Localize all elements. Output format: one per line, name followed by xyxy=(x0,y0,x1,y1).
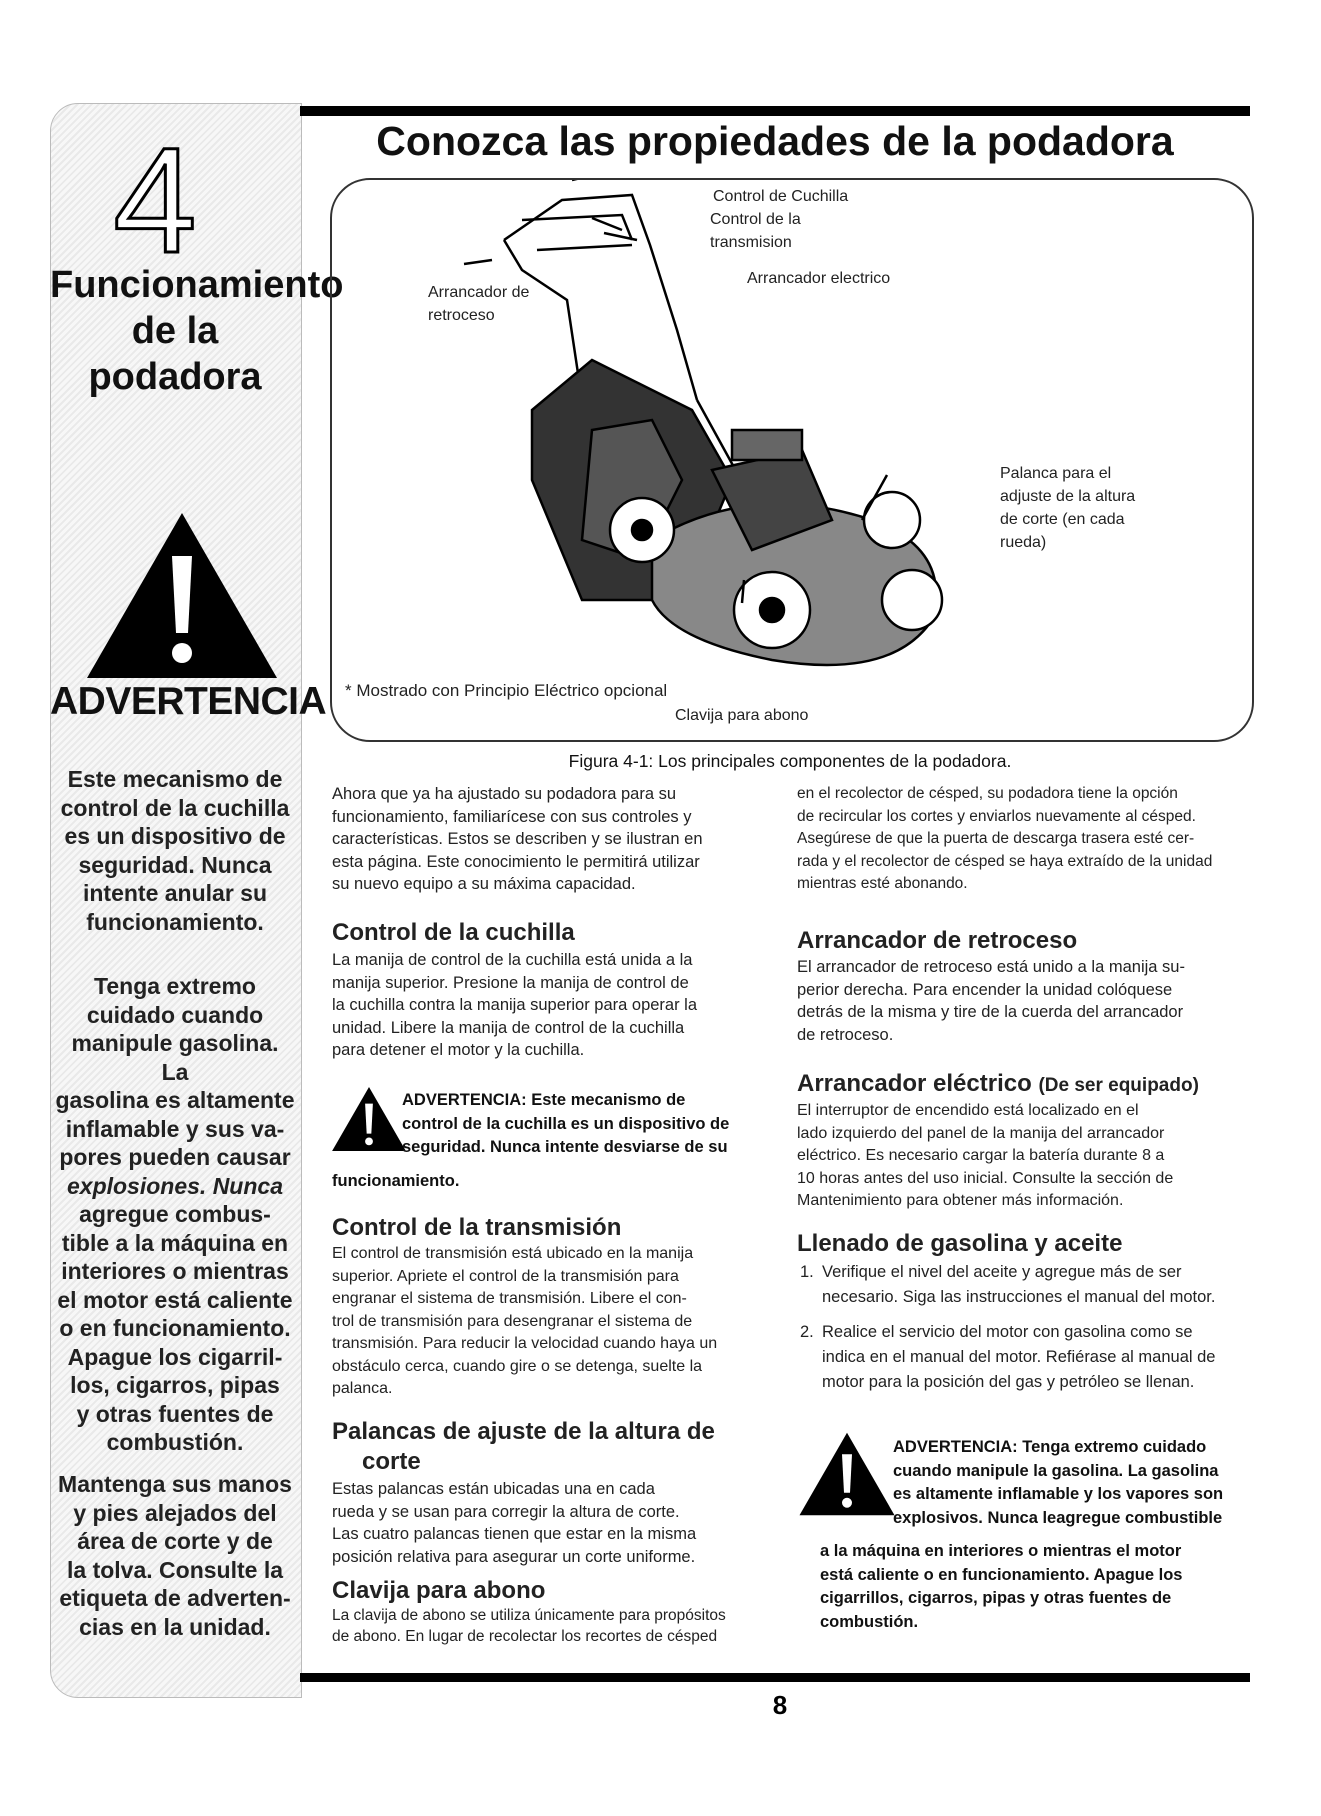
line: Verifique el nivel del aceite y agregue más de ser xyxy=(822,1263,1182,1281)
warning-icon xyxy=(330,1085,408,1153)
fuel-item-1 xyxy=(800,1260,1260,1310)
callout-transmission-control-1: Control de la xyxy=(710,211,801,228)
line: de recircular los cortes y enviarlos nuevamente al césped. xyxy=(797,807,1196,825)
line: rada y el recolector de césped se haya extraído de la unidad xyxy=(797,852,1213,870)
line: cigarrillos, cigarros, pipas y otras fuentes de xyxy=(820,1589,1172,1607)
callout-height-lever-3: de corte (en cada xyxy=(1000,511,1125,528)
line: a la máquina en interiores o mientras el motor xyxy=(820,1542,1182,1560)
chapter-number: 4 xyxy=(113,116,197,284)
line: ADVERTENCIA: Este mecanismo de xyxy=(402,1091,686,1109)
line: cuidado cuando xyxy=(86,1001,264,1028)
line: unidad. Libere la manija de control de la cuchilla xyxy=(332,1018,685,1037)
blade-warning-lines-2 xyxy=(332,1170,772,1194)
callout-recoil-starter-2: retroceso xyxy=(428,307,495,324)
transmission-body xyxy=(332,1243,782,1401)
line: explosiones. Nunca xyxy=(66,1172,283,1199)
line: posición relativa para asegurar un corte uniforme. xyxy=(332,1547,696,1566)
sidebar-para-3 xyxy=(55,1470,295,1641)
line: es un dispositivo de xyxy=(64,823,286,849)
sidebar-para-1 xyxy=(55,765,295,936)
line: gasolina es altamente xyxy=(55,1087,295,1113)
line: etiqueta de adverten- xyxy=(59,1585,291,1611)
line: funcionamiento. xyxy=(86,908,264,935)
callout-electric-starter: Arrancador electrico xyxy=(747,270,891,287)
line: los, cigarros, pipas xyxy=(70,1372,280,1398)
bottom-rule xyxy=(300,1673,1250,1682)
callout-height-lever-2: adjuste de la altura xyxy=(1000,488,1136,505)
line: esta página. Este conocimiento le permitirá utilizar xyxy=(332,852,700,871)
callout-height-lever-4: rueda) xyxy=(1000,534,1047,551)
line: agregue combus- xyxy=(79,1201,271,1227)
lawn-mower-illustration xyxy=(332,180,1248,736)
line: cias en la unidad. xyxy=(79,1613,271,1640)
callout-transmission-control-2: transmision xyxy=(710,234,792,251)
line: o en funcionamiento. xyxy=(59,1315,291,1341)
mulch-heading: Clavija para abono xyxy=(332,1577,546,1604)
blade-body xyxy=(332,949,772,1062)
warning-label: ADVERTENCIA xyxy=(50,680,327,723)
line: Mantenimiento para obtener más información. xyxy=(797,1192,1124,1209)
chapter-title-line2: de la podadora xyxy=(88,310,262,398)
line: rueda y se usan para corregir la altura de corte. xyxy=(332,1502,680,1521)
chapter-title xyxy=(50,262,344,400)
line: 10 horas antes del uso inicial. Consulte la sección de xyxy=(797,1169,1174,1187)
line: el motor está caliente xyxy=(57,1286,293,1313)
intro-paragraph xyxy=(332,783,772,896)
recoil-heading: Arrancador de retroceso xyxy=(797,927,1078,954)
line: Apague los cigarril- xyxy=(67,1343,283,1370)
recoil-body xyxy=(797,956,1257,1046)
fuel-item-2 xyxy=(800,1320,1260,1395)
electric-body xyxy=(797,1100,1257,1213)
page-title: Conozca las propiedades de la podadora xyxy=(376,118,1174,164)
line: seguridad. Nunca intente desviarse de su xyxy=(402,1138,728,1156)
line: Tenga extremo xyxy=(94,973,256,999)
line: La clavija de abono se utiliza únicamente para propósitos xyxy=(332,1607,726,1624)
list-number: 1. xyxy=(800,1263,814,1281)
line: tible a la máquina en xyxy=(61,1229,289,1256)
callout-height-lever-1: Palanca para el xyxy=(1000,465,1112,482)
line: Estas palancas están ubicadas una en cada xyxy=(332,1480,655,1498)
height-body xyxy=(332,1478,772,1568)
line: control de la cuchilla xyxy=(60,794,290,821)
callout-mulch-plug: Clavija para abono xyxy=(675,707,809,724)
line: motor para la posición del gas y petróleo se llenan. xyxy=(822,1373,1195,1391)
line: área de corte y de xyxy=(77,1528,273,1554)
line: El control de transmisión está ubicado en la manija xyxy=(332,1245,694,1262)
line: transmisión. Para reducir la velocidad cuando haya un xyxy=(332,1335,718,1352)
figure-note: * Mostrado con Principio Eléctrico opcional xyxy=(345,681,668,700)
line: inflamable y sus va- xyxy=(65,1115,285,1142)
line: pores pueden causar xyxy=(59,1144,291,1170)
line: trol de transmisión para desengranar el sistema de xyxy=(332,1312,693,1330)
line: Realice el servicio del motor con gasolina como se xyxy=(822,1323,1193,1341)
line: funcionamiento. xyxy=(332,1172,460,1190)
line: Asegúrese de que la puerta de descarga trasera esté cer- xyxy=(797,830,1195,847)
line: mientras esté abonando. xyxy=(797,875,968,892)
line: cuando manipule la gasolina. La gasolina xyxy=(893,1461,1219,1480)
line: manipule gasolina. La xyxy=(71,1030,279,1085)
mulch-continued xyxy=(797,783,1257,896)
line: Mantenga sus manos xyxy=(58,1471,292,1497)
line: la cuchilla contra la manija superior para operar la xyxy=(332,996,698,1014)
line: ADVERTENCIA: Tenga extremo cuidado xyxy=(893,1438,1207,1456)
line: para detener el motor y la cuchilla. xyxy=(332,1041,585,1059)
height-heading-2: corte xyxy=(362,1448,421,1475)
line: Las cuatro palancas tienen que estar en la misma xyxy=(332,1525,697,1543)
top-rule xyxy=(300,106,1250,116)
line: su nuevo equipo a su máxima capacidad. xyxy=(332,875,636,893)
line: El arrancador de retroceso está unido a la manija su- xyxy=(797,958,1185,976)
blade-warning-lines-1 xyxy=(402,1089,772,1160)
line: engranar el sistema de transmisión. Libere el con- xyxy=(332,1290,687,1307)
page-number: 8 xyxy=(772,1690,788,1720)
line: seguridad. Nunca xyxy=(78,851,272,878)
line: y otras fuentes de xyxy=(76,1400,274,1427)
line: control de la cuchilla es un dispositivo de xyxy=(402,1114,730,1133)
callout-recoil-starter-1: Arrancador de xyxy=(428,284,530,301)
line: de abono. En lugar de recolectar los recortes de césped xyxy=(332,1628,718,1645)
mulch-body xyxy=(332,1605,782,1647)
height-heading-1: Palancas de ajuste de la altura de xyxy=(332,1418,715,1445)
electric-heading-suffix: (De ser equipado) xyxy=(1038,1075,1199,1096)
line: combustión. xyxy=(820,1612,919,1631)
warning-icon xyxy=(797,1430,897,1518)
transmission-heading: Control de la transmisión xyxy=(332,1214,622,1241)
callout-blade-control: Control de Cuchilla xyxy=(713,188,849,205)
line: en el recolector de césped, su podadora tiene la opción xyxy=(797,785,1178,802)
line: obstáculo cerca, cuando gire o se detenga, suelte la xyxy=(332,1357,703,1375)
line: lado izquierdo del panel de la manija del arrancador xyxy=(797,1124,1165,1142)
fuel-warning-lines-2 xyxy=(820,1540,1260,1634)
line: Ahora que ya ha ajustado su podadora para su xyxy=(332,785,677,803)
line: perior derecha. Para encender la unidad colóquese xyxy=(797,980,1173,999)
chapter-title-line1: Funcionamiento xyxy=(50,264,344,306)
line: palanca. xyxy=(332,1380,393,1397)
electric-heading-text: Arrancador eléctrico xyxy=(797,1070,1032,1097)
figure-caption: Figura 4-1: Los principales componentes de la podadora. xyxy=(568,751,1012,771)
fuel-heading: Llenado de gasolina y aceite xyxy=(797,1230,1123,1257)
sidebar-para-2 xyxy=(55,972,295,1457)
list-number: 2. xyxy=(800,1323,814,1341)
line: detrás de la misma y tire de la cuerda del arrancador xyxy=(797,1003,1184,1021)
line: combustión. xyxy=(106,1429,244,1455)
line: de retroceso. xyxy=(797,1025,894,1044)
line: indica en el manual del motor. Refiérase al manual de xyxy=(822,1348,1216,1366)
line: necesario. Siga las instrucciones el manual del motor. xyxy=(822,1288,1216,1306)
line: El interruptor de encendido está localizado en el xyxy=(797,1102,1139,1119)
line: es altamente inflamable y los vapores son xyxy=(893,1485,1224,1503)
line: superior. Apriete el control de la transmisión para xyxy=(332,1267,679,1285)
line: La manija de control de la cuchilla está unida a la xyxy=(332,951,693,969)
line: funcionamiento, familiarícese con sus controles y xyxy=(332,807,692,826)
electric-heading xyxy=(797,1070,1199,1098)
line: Este mecanismo de xyxy=(67,766,283,792)
line: intente anular su xyxy=(82,880,268,906)
line: y pies alejados del xyxy=(73,1499,277,1526)
line: características. Estos se describen y se ilustran en xyxy=(332,830,703,848)
line: está caliente o en funcionamiento. Apague los xyxy=(820,1565,1183,1584)
warning-triangle-icon xyxy=(82,508,282,683)
line: eléctrico. Es necesario cargar la batería durante 8 a xyxy=(797,1147,1165,1164)
line: explosivos. Nunca leagregue combustible xyxy=(893,1508,1223,1527)
blade-heading: Control de la cuchilla xyxy=(332,919,575,946)
line: manija superior. Presione la manija de control de xyxy=(332,973,689,992)
fuel-warning-lines-1 xyxy=(893,1436,1263,1530)
line: interiores o mientras xyxy=(61,1258,289,1284)
line: la tolva. Consulte la xyxy=(67,1556,283,1583)
